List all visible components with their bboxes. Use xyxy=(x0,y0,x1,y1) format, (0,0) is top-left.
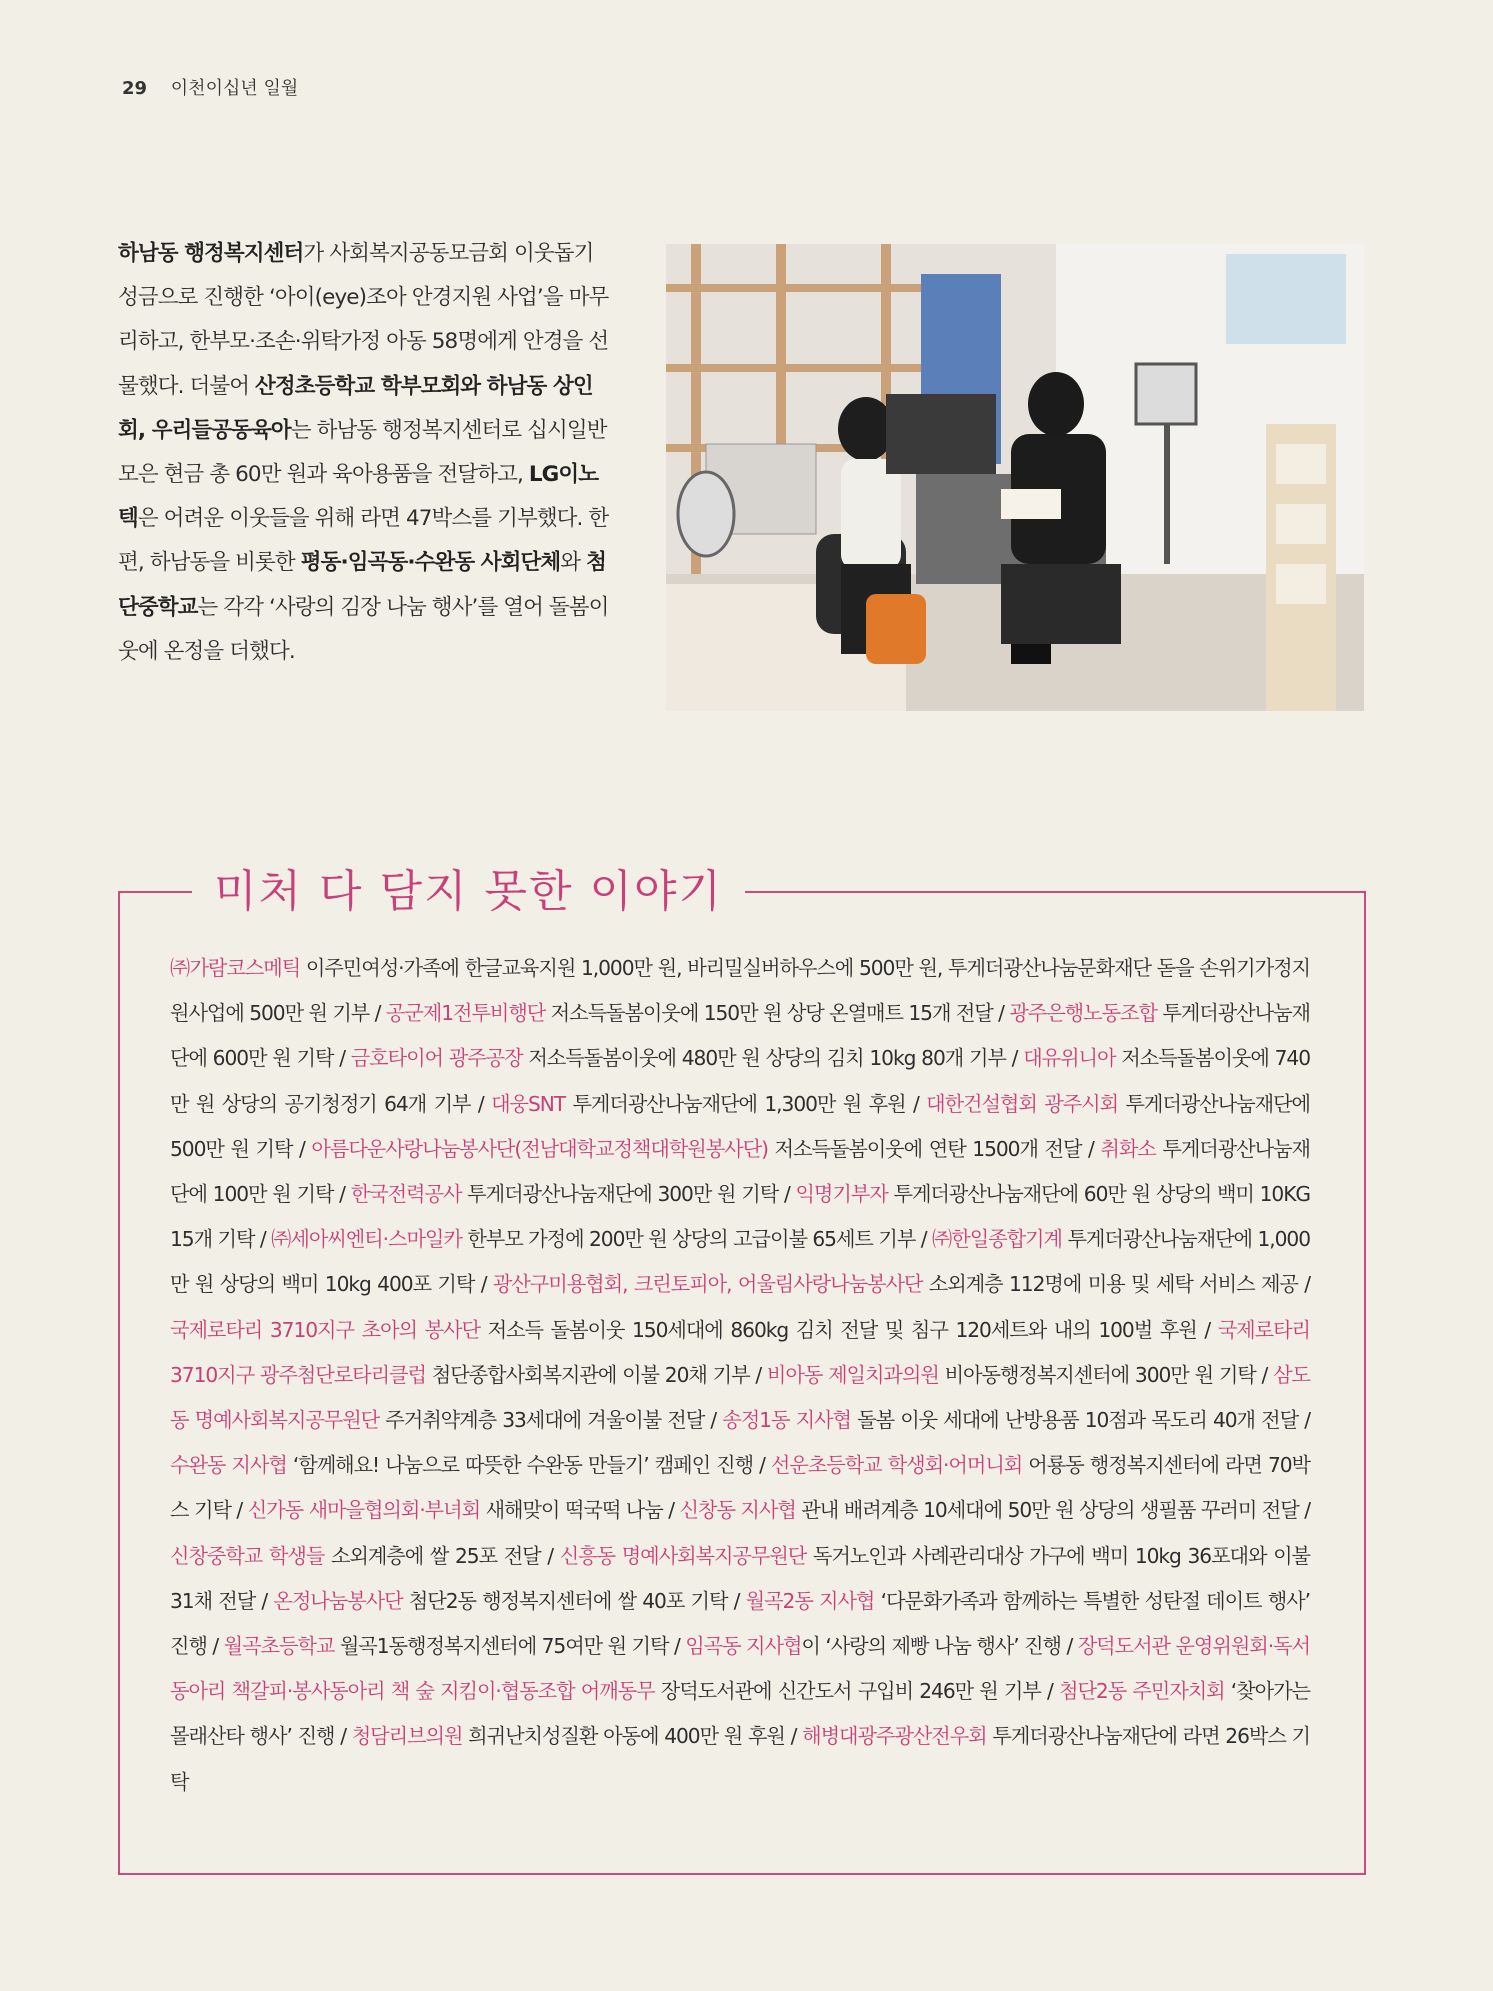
donor-name: 광산구미용협회, 크린토피아, 어울림사랑나눔봉사단 xyxy=(492,1272,923,1297)
intro-highlight: 산정초등학교 학부모회와 하남동 상인회, 우리들공동육아 xyxy=(118,373,593,443)
donor-name: 선운초등학교 학생회·어머니회 xyxy=(770,1453,1023,1478)
donor-name: 비아동 제일치과의원 xyxy=(766,1362,939,1387)
intro-paragraph xyxy=(118,232,614,674)
page-header xyxy=(122,74,298,100)
donation-detail: 이주민여성·가족에 한글교육지원 1,000만 원, 바리밀실버하우스에 500만 원, 투게더광산나눔문화재단 돋을 손위기가정지원사업에 500만 원 기부 / xyxy=(170,956,1310,1026)
donor-name: 수완동 지사협 xyxy=(170,1453,287,1478)
intro-text: 는 하남동 행정복지센터로 십시일반 모은 현금 총 60만 원과 육아용품을 전달하고, xyxy=(118,417,607,488)
donation-detail: 첨단종합사회복지관에 이불 20채 기부 / xyxy=(425,1362,767,1387)
donor-name: 아름다운사랑나눔봉사단(전남대학교정책대학원봉사단) xyxy=(311,1136,768,1161)
donation-detail: ‘찾아가는 몰래산타 행사’ 진행 / xyxy=(170,1679,1310,1749)
donation-detail: 어룡동 행정복지센터에 라면 70박스 기탁 / xyxy=(170,1453,1310,1523)
page-number: 29 xyxy=(122,78,148,99)
donation-detail: ‘함께해요! 나눔으로 따뜻한 수완동 만들기’ 캠페인 진행 / xyxy=(286,1453,771,1478)
donation-detail: 소외계층 112명에 미용 및 세탁 서비스 제공 / xyxy=(922,1272,1310,1297)
donor-name: 삼도동 명예사회복지공무원단 xyxy=(170,1362,1311,1433)
donor-name: 대한건설협회 광주시회 xyxy=(926,1091,1119,1116)
donation-detail: 장덕도서관에 신간도서 구입비 246만 원 기부 / xyxy=(654,1679,1059,1704)
donation-detail: 이 ‘사랑의 제빵 나눔 행사’ 진행 / xyxy=(801,1634,1078,1659)
donation-detail: 투게더광산나눔재단에 1,300만 원 후원 / xyxy=(565,1091,927,1116)
donor-name: 신창중학교 학생들 xyxy=(170,1543,325,1568)
donation-detail: 소외계층에 쌀 25포 전달 / xyxy=(324,1543,560,1568)
donor-name: 한국전력공사 xyxy=(350,1182,462,1207)
donor-name: 장덕도서관 운영위원회·독서동아리 책갈피·봉사동아리 책 숲 지킴이·협동조합 어깨동무 xyxy=(170,1634,1311,1704)
donor-name: 월곡초등학교 xyxy=(223,1634,335,1659)
donation-detail: 돌봄 이웃 세대에 난방용품 10점과 목도리 40개 전달 / xyxy=(850,1408,1310,1433)
donation-detail: 주거취약계층 33세대에 겨울이불 전달 / xyxy=(379,1408,723,1433)
donor-name: 신창동 지사협 xyxy=(679,1498,796,1523)
donor-name: 대웅SNT xyxy=(491,1091,566,1116)
donor-name: 공군제1전투비행단 xyxy=(385,1001,546,1026)
donor-name: 취화소 xyxy=(1100,1136,1156,1161)
intro-highlight: 평동·임곡동·수완동 사회단체 xyxy=(300,550,561,576)
donation-detail: 투게더광산나눔재단에 1,000만 원 상당의 백미 10kg 400포 기탁 / xyxy=(170,1227,1310,1297)
donor-name: 금호타이어 광주공장 xyxy=(350,1046,523,1071)
donation-detail: 희귀난치성질환 아동에 400만 원 후원 / xyxy=(462,1724,803,1749)
intro-highlight: LG이노텍 xyxy=(118,462,599,532)
photo-eye-exam xyxy=(666,244,1364,711)
donor-name: 신가동 새마을협의회·부녀회 xyxy=(247,1498,481,1523)
intro-highlight: 첨단중학교 xyxy=(118,550,606,620)
donation-detail: 독거노인과 사례관리대상 가구에 백미 10kg 36포대와 이불 31채 전달 / xyxy=(170,1543,1310,1613)
donation-detail: 저소득돌봄이웃에 740만 원 상당의 공기청정기 64개 기부 / xyxy=(170,1046,1310,1116)
donation-detail: ‘다문화가족과 함께하는 특별한 성탄절 데이트 행사’ 진행 / xyxy=(170,1588,1310,1659)
donor-name: 첨단2동 주민자치회 xyxy=(1059,1679,1225,1704)
donation-detail: 투게더광산나눔재단에 라면 26박스 기탁 xyxy=(170,1724,1310,1794)
donation-detail: 저소득돌봄이웃에 연탄 1500개 전달 / xyxy=(767,1136,1101,1161)
donor-name: 신흥동 명예사회복지공무원단 xyxy=(559,1543,807,1568)
issue-label: 이천이십년 일월 xyxy=(170,78,299,99)
donation-detail: 저소득돌봄이웃에 150만 원 상당 온열매트 15개 전달 / xyxy=(545,1001,1010,1026)
extra-stories-title: 미처 다 담지 못한 이야기 xyxy=(192,864,745,920)
donor-name: 월곡2동 지사협 xyxy=(745,1588,875,1613)
donation-detail: 첨단2동 행정복지센터에 쌀 40포 기탁 / xyxy=(402,1588,746,1613)
donation-detail: 저소득 돌봄이웃 150세대에 860kg 김치 전달 및 침구 120세트와 내의 100벌 후원 / xyxy=(479,1317,1218,1342)
donor-name: 국제로타리 3710지구 초아의 봉사단 xyxy=(170,1317,480,1342)
donor-name: 온정나눔봉사단 xyxy=(273,1588,403,1613)
intro-highlight: 하남동 행정복지센터 xyxy=(118,241,304,266)
donation-detail: 투게더광산나눔재단에 600만 원 기탁 / xyxy=(170,1001,1310,1071)
donor-name: 익명기부자 xyxy=(795,1182,888,1207)
intro-text: 는 각각 ‘사랑의 김장 나눔 행사’를 열어 돌봄이웃에 온정을 더했다. xyxy=(118,594,609,664)
donation-detail: 관내 배려계층 10세대에 50만 원 상당의 생필품 꾸러미 전달 / xyxy=(795,1498,1311,1523)
intro-text: 가 사회복지공동모금회 이웃돕기 성금으로 진행한 ‘아이(eye)조아 안경지원 사업’을 마무리하고, 한부모·조손·위탁가정 아동 58명에게 안경을 선물했다. 더불어 xyxy=(118,241,609,399)
donor-name: ㈜가람코스메틱 xyxy=(170,956,301,980)
donor-name: 해병대광주광산전우회 xyxy=(802,1724,987,1749)
donor-name: 광주은행노동조합 xyxy=(1009,1001,1157,1026)
intro-text: 와 xyxy=(560,550,587,576)
photo-illustration xyxy=(666,244,1364,711)
donation-detail: 저소득돌봄이웃에 480만 원 상당의 김치 10kg 80개 기부 / xyxy=(522,1046,1024,1071)
donor-name: 임곡동 지사협 xyxy=(685,1634,802,1659)
donor-name: 국제로타리 3710지구 광주첨단로타리클럽 xyxy=(170,1317,1310,1387)
donation-detail: 새해맞이 떡국떡 나눔 / xyxy=(480,1498,680,1523)
intro-text: 은 어려운 이웃들을 위해 라면 47박스를 기부했다. 한편, 하남동을 비롯한 xyxy=(118,506,609,576)
donor-name: ㈜세아씨엔티·스마일카 xyxy=(271,1227,462,1252)
donation-detail: 투게더광산나눔재단에 100만 원 기탁 / xyxy=(170,1136,1310,1207)
donor-name: 청담리브의원 xyxy=(351,1724,463,1749)
donation-detail: 투게더광산나눔재단에 60만 원 상당의 백미 10KG 15개 기탁 / xyxy=(170,1182,1310,1252)
donation-detail: 한부모 가정에 200만 원 상당의 고급이불 65세트 기부 / xyxy=(461,1227,932,1252)
donation-detail: 월곡1동행정복지센터에 75여만 원 기탁 / xyxy=(334,1634,686,1659)
extra-stories-text xyxy=(170,946,1310,1805)
donor-name: 송정1동 지사협 xyxy=(722,1408,851,1433)
donor-name: 대유위니아 xyxy=(1023,1046,1116,1071)
donation-detail: 투게더광산나눔재단에 500만 원 기탁 / xyxy=(170,1091,1310,1161)
donor-name: ㈜한일종합기계 xyxy=(932,1227,1062,1252)
donation-detail: 투게더광산나눔재단에 300만 원 기탁 / xyxy=(461,1182,796,1207)
donation-detail: 비아동행정복지센터에 300만 원 기탁 / xyxy=(938,1362,1274,1387)
